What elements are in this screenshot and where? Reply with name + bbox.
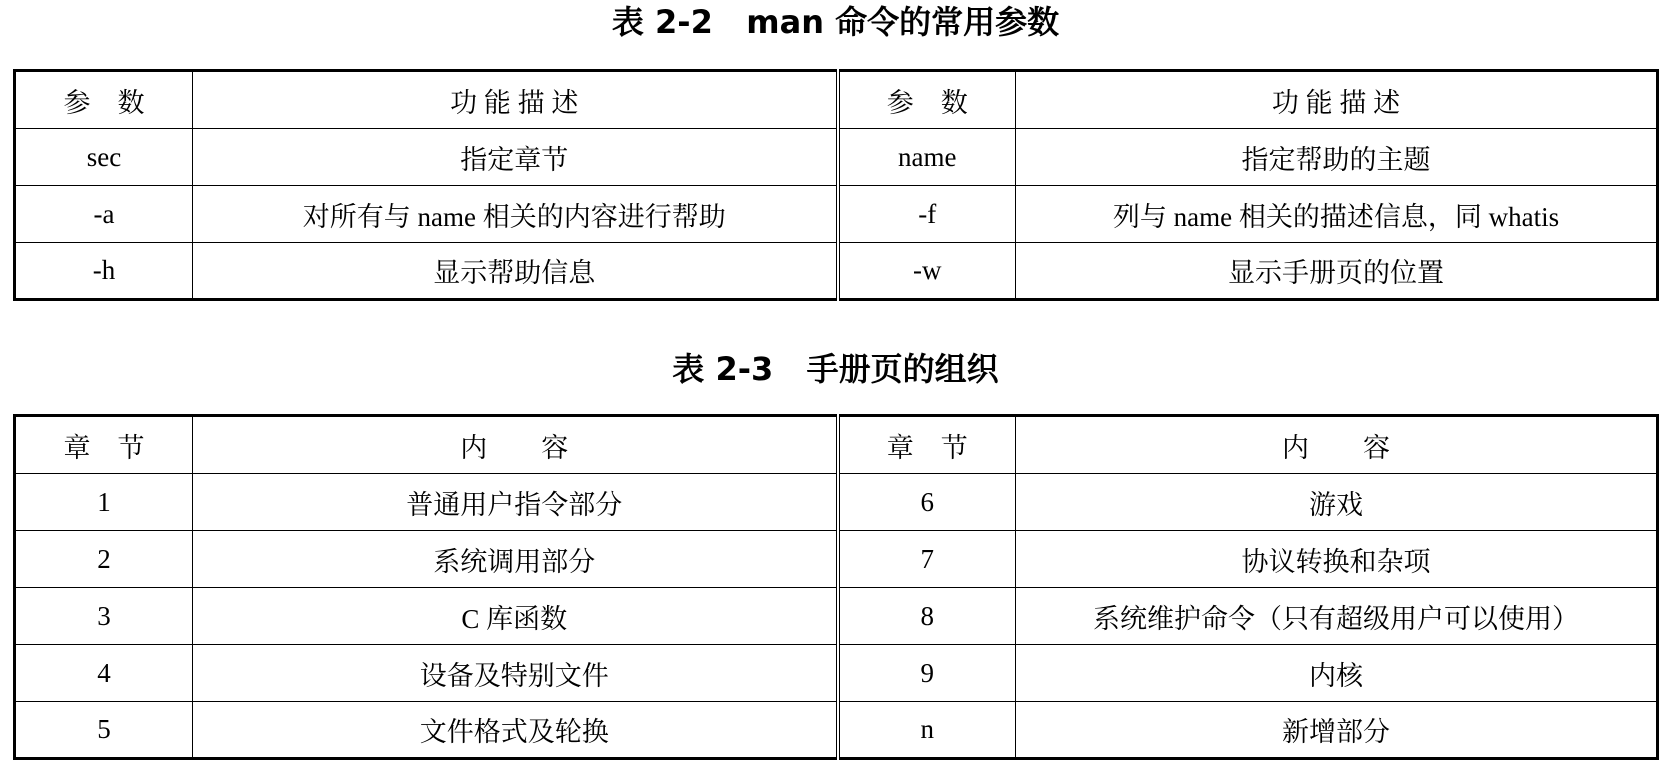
table-cell: 7 bbox=[838, 531, 1016, 588]
table-cell: -h bbox=[15, 243, 193, 300]
table-row bbox=[15, 531, 1658, 588]
header-cell: 参 数 bbox=[838, 71, 1016, 129]
table-row bbox=[15, 474, 1658, 531]
header-cell: 内 容 bbox=[193, 416, 838, 474]
table-cell: 指定帮助的主题 bbox=[1016, 129, 1658, 186]
table-cell: 普通用户指令部分 bbox=[193, 474, 838, 531]
table-cell: 显示手册页的位置 bbox=[1016, 243, 1658, 300]
table-row bbox=[15, 129, 1658, 186]
header-cell: 内 容 bbox=[1016, 416, 1658, 474]
table-cell: 1 bbox=[15, 474, 193, 531]
table-cell: 8 bbox=[838, 588, 1016, 645]
table-cell: 4 bbox=[15, 645, 193, 702]
table-cell: 内核 bbox=[1016, 645, 1658, 702]
table-cell: 2 bbox=[15, 531, 193, 588]
table-cell: 设备及特别文件 bbox=[193, 645, 838, 702]
table-cell: 文件格式及轮换 bbox=[193, 702, 838, 759]
table-cell: -a bbox=[15, 186, 193, 243]
header-cell: 章 节 bbox=[838, 416, 1016, 474]
manual-sections-table bbox=[13, 414, 1659, 760]
man-options-table bbox=[13, 69, 1659, 301]
table-cell: 协议转换和杂项 bbox=[1016, 531, 1658, 588]
table-cell: sec bbox=[15, 129, 193, 186]
table-row bbox=[15, 645, 1658, 702]
table-row bbox=[15, 243, 1658, 300]
table-cell: -f bbox=[838, 186, 1016, 243]
table-row bbox=[15, 186, 1658, 243]
table-row bbox=[15, 702, 1658, 759]
table-cell: 5 bbox=[15, 702, 193, 759]
table-header-row bbox=[15, 71, 1658, 129]
table-cell: 指定章节 bbox=[193, 129, 838, 186]
header-cell: 章 节 bbox=[15, 416, 193, 474]
table-cell: 显示帮助信息 bbox=[193, 243, 838, 300]
table-2-3-caption: 表 2-3 手册页的组织 bbox=[672, 350, 999, 388]
table-cell: 列与 name 相关的描述信息，同 whatis bbox=[1016, 186, 1658, 243]
table-cell: n bbox=[838, 702, 1016, 759]
table-cell: 9 bbox=[838, 645, 1016, 702]
table-cell: 系统维护命令（只有超级用户可以使用） bbox=[1016, 588, 1658, 645]
table-cell: 3 bbox=[15, 588, 193, 645]
table-cell: 系统调用部分 bbox=[193, 531, 838, 588]
header-cell: 参 数 bbox=[15, 71, 193, 129]
table-cell: -w bbox=[838, 243, 1016, 300]
table-cell: 6 bbox=[838, 474, 1016, 531]
table-cell: 对所有与 name 相关的内容进行帮助 bbox=[193, 186, 838, 243]
table-cell: 新增部分 bbox=[1016, 702, 1658, 759]
header-cell: 功 能 描 述 bbox=[1016, 71, 1658, 129]
table-row bbox=[15, 588, 1658, 645]
table-cell: 游戏 bbox=[1016, 474, 1658, 531]
table-header-row bbox=[15, 416, 1658, 474]
header-cell: 功 能 描 述 bbox=[193, 71, 838, 129]
table-2-2-caption: 表 2-2 man 命令的常用参数 bbox=[611, 3, 1060, 41]
table-cell: name bbox=[838, 129, 1016, 186]
table-cell: C 库函数 bbox=[193, 588, 838, 645]
